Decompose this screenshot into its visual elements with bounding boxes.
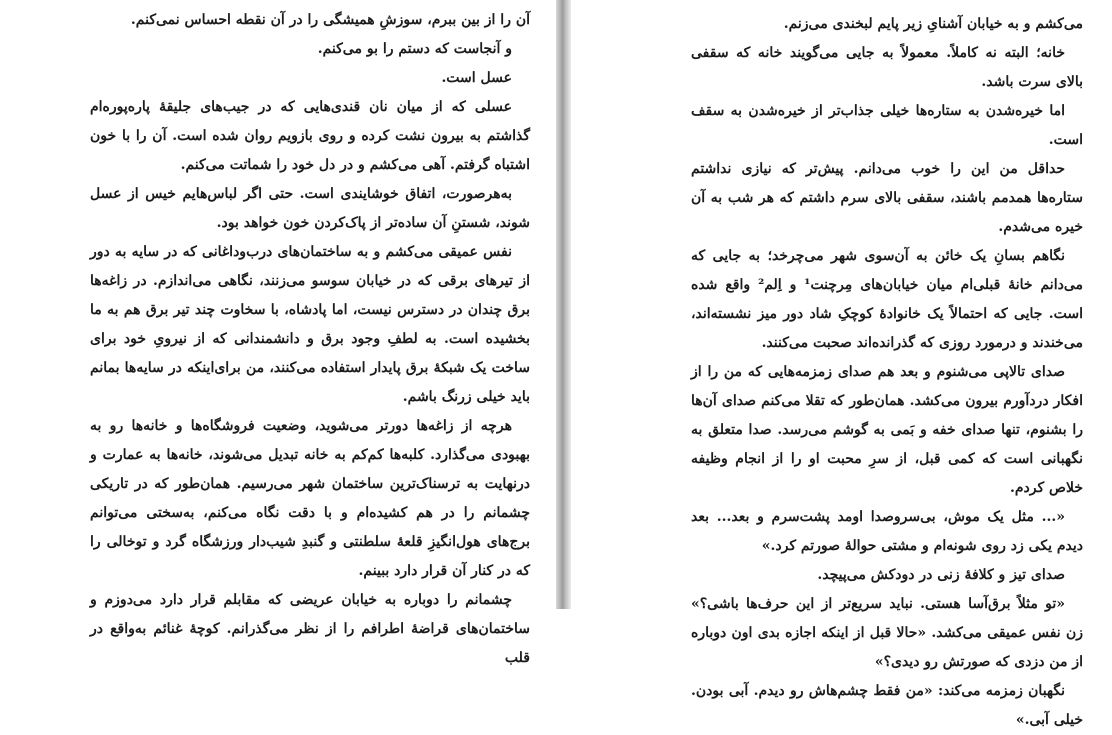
left-page-text (90, 6, 530, 673)
paragraph: هرچه از زاغه‌ها دورتر می‌شوید، وضعیت فروشگاه‌ها و خانه‌ها رو به بهبودی می‌گذارد. کلبه‌ها کم‌کم به خانه تبدیل می‌شوند، خانه‌ها به عمارت و درنهایت به ترسناک‌ترین ساختمان شهر می‌رسیم. همان‌طور که در تاریکی چشمانم را در هم کشیده‌ام و با دقت نگاه می‌کنم، به‌سختی می‌توانم برج‌های هول‌انگیزِ قلعهٔ سلطنتی و گنبدِ شیب‌دار ورزشگاه گرد و توخالی را که در کنار آن قرار دارد ببینم. (90, 418, 530, 579)
paragraph: نفس عمیقی می‌کشم و به ساختمان‌های درب‌وداغانی که در سایه به دور از تیرهای برقی که در خیابان سوسو می‌زنند، نگاهی می‌اندازم. در زاغه‌ها برق چندان در دسترس نیست، اما پادشاه، با سخاوت چند تیر برق هم به ما بخشیده است. به لطفِ وجود برق و دانشمندانی که از نیرویِ خود برای ساخت یک شبکهٔ برق پایدار استفاده می‌کنند، من برای‌اینکه در سایه‌ها بمانم باید خیلی زرنگ باشم. (90, 244, 530, 405)
paragraph: نگاهم بسانِ یک خائن به آن‌سوی شهر می‌چرخد؛ به جایی که می‌دانم خانهٔ قبلی‌ام میان خیابان‌های مِرچنت¹ و اِلم² واقع شده است. جایی که احتمالاً یک خانوادهٔ کوچکِ شاد دور میز نشسته‌اند، می‌خندند و درمورد روزی که گذرانده‌اند صحبت می‌کنند. (691, 248, 1083, 351)
paragraph: به‌هرصورت، اتفاق خوشایندی است. حتی اگر لباس‌هایم خیس از عسل شوند، شستنِ آن ساده‌تر از پاک‌کردن خون خواهد بود. (90, 186, 530, 231)
paragraph: صدای تیز و کلافهٔ زنی در دودکش می‌پیچد. (817, 567, 1065, 583)
paragraph: حداقل من این را خوب می‌دانم. پیش‌تر که نیازی نداشتم ستاره‌ها همدمم باشند، سقفی بالای سرم داشتم که هر شب به آن خیره می‌شدم. (691, 161, 1083, 235)
left-page (0, 0, 556, 666)
paragraph: خانه؛ البته نه کاملاً. معمولاً به جایی می‌گویند خانه که سقفی بالای سرت باشد. (691, 45, 1083, 90)
paragraph: آن را از بین ببرم، سوزشِ همیشگی را در آن نقطه احساس نمی‌کنم. (130, 12, 530, 28)
right-page (571, 0, 1112, 728)
paragraph: نگهبان زمزمه می‌کند: «من فقط چشم‌هاش رو دیدم. آبی بودن. خیلی آبی.» (691, 683, 1083, 728)
book-gutter (556, 0, 571, 609)
paragraph: صدای تالاپی می‌شنوم و بعد هم صدای زمزمه‌هایی که من را از افکار دردآورم بیرون می‌کشد. همان‌طور که تقلا می‌کنم صدای آن‌ها را بشنوم، تنها صدای خفه و بَمی به گوشم می‌رسد. صدا متعلق به نگهبانی است که کمی قبل، از سرِ محبت او را از انجام وظیفه خلاص کردم. (691, 364, 1083, 496)
paragraph: عسلی که از میان نان قندی‌هایی که در جیب‌های جلیقهٔ پاره‌پوره‌ام گذاشتم به بیرون نشت کرده و روی بازویم روان شده است. آن را با خون اشتباه گرفتم. آهی می‌کشم و در دل خود را شماتت می‌کنم. (90, 99, 530, 173)
paragraph: و آنجاست که دستم را بو می‌کنم. (317, 41, 512, 57)
paragraph: «... مثل یک موش، بی‌سروصدا اومد پشت‌سرم و بعد... بعد دیدم یکی زد روی شونه‌ام و مشتی حوالهٔ صورتم کرد.» (691, 509, 1083, 554)
paragraph: اما خیره‌شدن به ستاره‌ها خیلی جذاب‌تر از خیره‌شدن به سقف است. (691, 103, 1083, 148)
paragraph: چشمانم را دوباره به خیابان عریضی که مقابلم قرار دارد می‌دوزم و ساختمان‌های قراضهٔ اطرافم را از نظر می‌گذرانم. کوچهٔ غنائم به‌واقع در قلب (90, 592, 530, 666)
paragraph: می‌کشم و به خیابان آشنایِ زیر پایم لبخندی می‌زنم. (783, 16, 1083, 32)
paragraph: عسل است. (441, 70, 512, 86)
paragraph: «تو مثلاً برق‌آسا هستی. نباید سریع‌تر از این حرف‌ها باشی؟» زن نفس عمیقی می‌کشد. «حالا قبل از اینکه اجازه بدی اون دوباره از من دزدی که صورتش رو دیدی؟» (691, 596, 1083, 670)
right-page-text (691, 10, 1083, 735)
